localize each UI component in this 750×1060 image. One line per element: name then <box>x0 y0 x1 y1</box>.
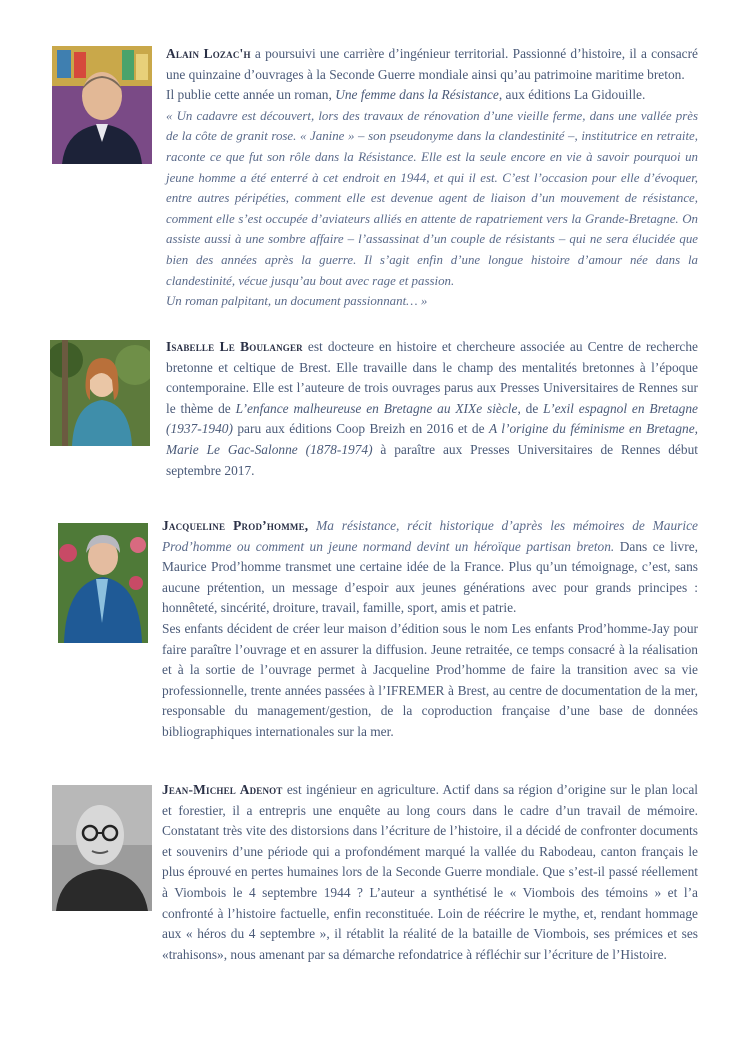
bio-intro: Alain Lozac'h a poursuivi une carrière d’ingénieur territorial. Passionné d’histoire, il a consacré une quinzaine d’ouvrages à la Seconde Guerre mondiale ainsi qu’au patrimoine maritime breton. <box>166 46 698 82</box>
author-photo-le-boulanger <box>50 340 150 446</box>
author-name: Jacqueline Prod’homme, <box>162 518 309 533</box>
book-title: Une femme dans la Résistance <box>335 87 499 103</box>
portrait-image <box>52 785 152 911</box>
author-photo-lozach <box>52 46 152 164</box>
book-line: Il publie cette année un roman, Une femme dans la Résistance, aux éditions La Gidouille. <box>166 87 646 103</box>
bio-paragraph-2: Ses enfants décident de créer leur maison d’édition sous le nom Les enfants Prod’homme-Jay pour faire paraître l’ouvrage et en assurer la diffusion. Jeune retraitée, ce temps consacré à la réalisation et à la sortie de l’ouvrage permet à Jacqueline Prod’homme de faire la transition avec sa vie professionnelle, trente années passées à l’IFREMER à Brest, au centre de documentation de la mer, responsable du management/gestion, de la coproduction française d’une base de données bibliographiques internationales sur la mer. <box>162 620 698 739</box>
bio-text: Isabelle Le Boulanger est docteure en histoire et chercheure associée au Centre de recherche bretonne et celtique de Brest. Elle travaille dans le champ des mentalités bretonnes à l’époque contemporaine. Elle est l’auteure de trois ouvrages parus aux Presses Universitaires de Rennes sur le thème de L’enfance malheureuse en Bretagne au XIXe siècle, de L’exil espagnol en Bretagne (1937-1940) paru aux éditions Coop Breizh en 2016 et de A l’origine du féminisme en Bretagne, Marie Le Gac-Salonne (1878-1974) à paraître aux Presses Universitaires de Rennes début septembre 2017. <box>166 339 699 478</box>
portrait-image <box>52 46 152 164</box>
author-bio-prodhomme <box>162 516 698 743</box>
quote-closing: Un roman palpitant, un document passionnant… » <box>166 294 428 309</box>
portrait-image <box>58 523 148 643</box>
book-title-2: L’exil espagnol en Bretagne (1937-1940) <box>166 400 699 437</box>
author-bio-le-boulanger <box>166 337 698 481</box>
book-summary-quote: « Un cadavre est découvert, lors des travaux de rénovation d’une vieille ferme, dans une vallée près de la côte de granit rose. « Janine » – son pseudonyme dans la clandestinité –, institutrice en retraite, raconte ce que fut son rôle dans la Résistance. Elle est la seule encore en vie à savoir pourquoi un jeune homme a été enterré à cet endroit en 1944, et qui il est. C’est l’occasion pour elle d’évoquer, entre autres péripéties, comment elle est devenue agent de liaison d’un mouvement de résistance, comment elle s’est occupée d’aviateurs alliés en attente de rapatriement vers la Grande-Bretagne. On assiste aussi à une sombre affaire – l’assassinat d’un couple de résistants – qui ne sera élucidée que bien des années après la guerre. Il s’agit enfin d’une longue histoire d’amour née dans la clandestinité, vécue jusqu’au bout avec rage et passion. <box>166 108 698 288</box>
author-name: Alain Lozac'h <box>166 46 251 61</box>
book-title: Ma résistance, récit historique d’après les mémoires de Maurice Prod’homme ou comment un jeune normand devint un héroïque partisan breton. <box>162 518 698 554</box>
bio-text: Jean-Michel Adenot est ingénieur en agriculture. Actif dans sa région d’origine sur le plan local et forestier, il a entrepris une enquête au long cours dans le cadre d’un travail de mémoire. Constatant très vite des distorsions dans l’écriture de l’histoire, il a décidé de confronter documents et souvenirs d’une période qui a profondément marqué la vallée du Rabodeau, canton français le plus éprouvé en pertes humaines lors de la Seconde Guerre mondiale. Que s’est-il passé réellement à Viombois le 4 septembre 1944 ? L’auteur a synthétisé le « Viombois des témoins » et l’a confronté à l’histoire factuelle, enfin reconstituée. Loin de réécrire le mythe, et, rendant hommage aux « héros du 4 septembre », il rétablit la réalité de la bataille de Viombois, ses prémices et ses «trahisons», nous amenant par sa démarche refondatrice à réfléchir sur l’écriture de l’Histoire. <box>162 782 699 962</box>
author-name: Jean-Michel Adenot <box>162 782 283 797</box>
author-name: Isabelle Le Boulanger <box>166 339 303 354</box>
author-bio-lozach <box>166 44 698 312</box>
bio-paragraph-1: Jacqueline Prod’homme, Ma résistance, récit historique d’après les mémoires de Maurice Prod’homme ou comment un jeune normand devint un héroïque partisan breton. Dans ce livre, Maurice Prod’homme transmet une certaine idée de la France. Plus qu’un témoignage, c’est, sans aucune prétention, un message d’espoir aux jeunes générations avec pour grands principes : honnêteté, sincérité, droiture, travail, famille, sport, amis et patrie. <box>162 518 698 616</box>
book-title-3: A l’origine du féminisme en Bretagne, Marie Le Gac-Salonne (1878-1974) <box>166 421 698 457</box>
author-photo-adenot <box>52 785 152 911</box>
author-bio-adenot <box>162 780 698 965</box>
book-title-1: L’enfance malheureuse en Bretagne au XIXe siècle <box>235 400 518 416</box>
author-photo-prodhomme <box>58 523 148 643</box>
portrait-image <box>50 340 150 446</box>
